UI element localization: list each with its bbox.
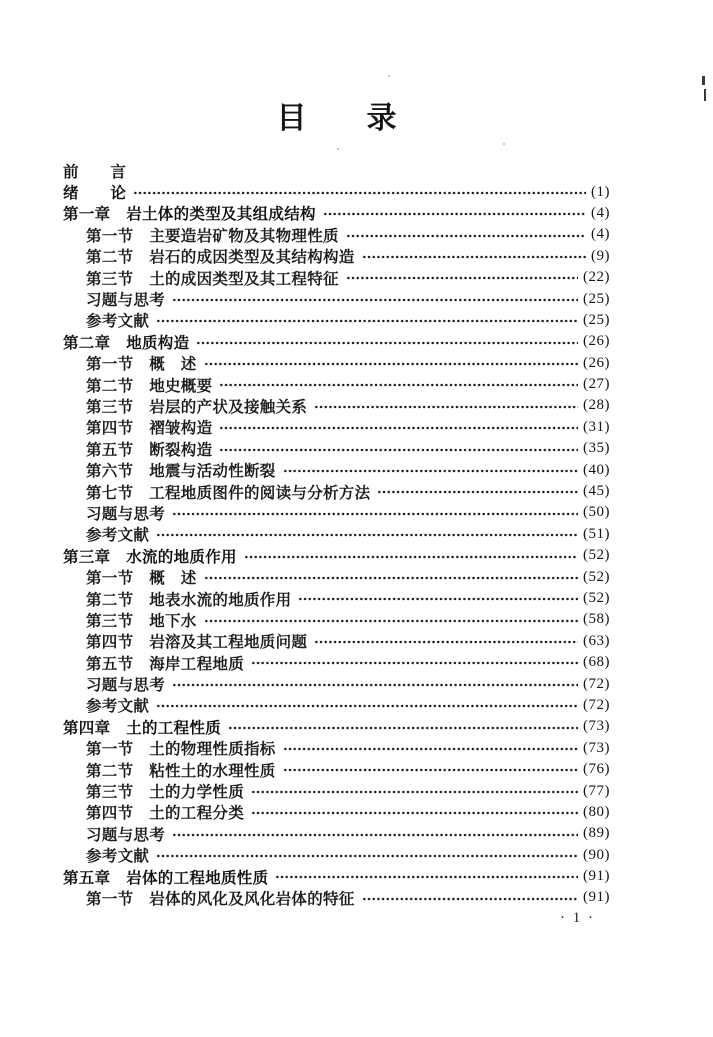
toc-entry-page: (72) xyxy=(583,675,610,692)
dotted-leader xyxy=(228,716,578,737)
dotted-leader xyxy=(314,631,578,652)
toc-entry xyxy=(63,417,610,438)
toc-entry-page: (77) xyxy=(583,782,610,799)
toc-entry xyxy=(63,823,610,844)
toc-entry-page: (22) xyxy=(583,269,610,286)
toc-entry xyxy=(63,802,610,823)
dotted-leader xyxy=(251,780,578,801)
scan-artifact-mark xyxy=(704,89,706,101)
toc-entry xyxy=(63,438,610,459)
toc-entry-page: (90) xyxy=(583,846,610,863)
toc-entry xyxy=(63,374,610,395)
toc-entry-page: (9) xyxy=(591,247,610,264)
dotted-leader xyxy=(156,310,578,331)
toc-entry xyxy=(63,609,610,630)
toc-entry-label: 第四章 土的工程性质 xyxy=(63,719,222,737)
dotted-leader xyxy=(219,417,578,438)
toc-entry xyxy=(63,524,610,545)
toc-entry-page: (1) xyxy=(591,183,610,200)
toc-entry-label: 第一节 土的物理性质指标 xyxy=(86,741,276,759)
toc-entry xyxy=(63,288,610,309)
dotted-leader xyxy=(133,160,605,181)
toc-entry-label: 参考文献 xyxy=(86,848,150,866)
toc-entry-label: 习题与思考 xyxy=(86,826,166,844)
toc-entry-page: (31) xyxy=(583,418,610,435)
toc-entry-page: (52) xyxy=(583,568,610,585)
dotted-leader xyxy=(172,823,578,844)
toc-entry-page: (25) xyxy=(583,311,610,328)
footer-page-number: · 1 · xyxy=(560,909,595,926)
toc-entry-page: (91) xyxy=(583,868,610,885)
dotted-leader xyxy=(172,288,578,309)
toc-entry-label: 第二章 地质构造 xyxy=(63,334,190,352)
toc-entry-label: 第六节 地震与活动性断裂 xyxy=(86,463,276,481)
toc-entry xyxy=(63,353,610,374)
toc-entry-label: 习题与思考 xyxy=(86,505,166,523)
dotted-leader xyxy=(362,246,586,267)
toc-entry-label: 习题与思考 xyxy=(86,677,166,695)
toc-entry xyxy=(63,738,610,759)
toc-entry-page: (52) xyxy=(583,547,610,564)
toc-entry-label: 第五节 断裂构造 xyxy=(86,441,213,459)
toc-entry-label: 第二节 地史概要 xyxy=(86,377,213,395)
dotted-leader xyxy=(204,566,578,587)
dotted-leader xyxy=(156,524,578,545)
toc-entry xyxy=(63,267,610,288)
toc-entry-label: 参考文献 xyxy=(86,313,150,331)
toc-entry xyxy=(63,866,610,887)
scan-artifact-mark xyxy=(702,76,705,85)
toc-entry-label: 第一节 岩体的风化及风化岩体的特征 xyxy=(86,890,355,908)
toc-entry-label: 绪 论 xyxy=(63,185,127,203)
toc-entry-label: 第七节 工程地质图件的阅读与分析方法 xyxy=(86,484,371,502)
dotted-leader xyxy=(346,267,578,288)
toc-entry xyxy=(63,331,610,352)
dotted-leader xyxy=(251,652,578,673)
toc-entry-label: 前 言 xyxy=(63,163,127,181)
toc-entry-page: (28) xyxy=(583,397,610,414)
toc-entry xyxy=(63,588,610,609)
toc-entry-page: (26) xyxy=(583,333,610,350)
dotted-leader xyxy=(362,887,578,908)
toc-entry-label: 第一章 岩土体的类型及其组成结构 xyxy=(63,206,316,224)
toc-entry-page: (76) xyxy=(583,761,610,778)
toc-entry-label: 第一节 概 述 xyxy=(86,356,197,374)
toc-entry xyxy=(63,395,610,416)
toc-entry-page: (4) xyxy=(591,204,610,221)
toc-entry xyxy=(63,224,610,245)
toc-entry-label: 参考文献 xyxy=(86,527,150,545)
dotted-leader xyxy=(156,845,578,866)
scan-speck xyxy=(503,143,505,145)
dotted-leader xyxy=(283,738,578,759)
toc-entry-page: (51) xyxy=(583,525,610,542)
toc-entry-page: (91) xyxy=(583,889,610,906)
toc-entry-label: 习题与思考 xyxy=(86,292,166,310)
dotted-leader xyxy=(196,331,578,352)
toc-entry xyxy=(63,759,610,780)
toc-entry xyxy=(63,652,610,673)
toc-entry-page: (68) xyxy=(583,654,610,671)
toc-entry-page: (40) xyxy=(583,461,610,478)
toc-entry xyxy=(63,631,610,652)
toc-entry xyxy=(63,887,610,908)
toc-entry-label: 第四节 褶皱构造 xyxy=(86,420,213,438)
toc-entry-page: (4) xyxy=(591,226,610,243)
toc-entry-label: 第二节 地表水流的地质作用 xyxy=(86,591,292,609)
toc-entry-label: 第五节 海岸工程地质 xyxy=(86,655,245,673)
toc-entry-page: (52) xyxy=(583,590,610,606)
toc-entry xyxy=(63,502,610,523)
dotted-leader xyxy=(219,438,578,459)
dotted-leader xyxy=(204,353,578,374)
toc-entry xyxy=(63,566,610,587)
toc-entry xyxy=(63,481,610,502)
toc-entry xyxy=(63,160,610,181)
dotted-leader xyxy=(275,866,578,887)
dotted-leader xyxy=(219,374,578,395)
toc-entry xyxy=(63,716,610,737)
dotted-leader xyxy=(377,481,578,502)
toc-entry-page: (58) xyxy=(583,611,610,628)
toc-entry-label: 第三节 地下水 xyxy=(86,612,197,630)
dotted-leader xyxy=(298,588,578,609)
dotted-leader xyxy=(283,459,578,480)
toc-entry-label: 第五章 岩体的工程地质性质 xyxy=(63,869,269,887)
dotted-leader xyxy=(204,609,578,630)
toc-entry-page: (50) xyxy=(583,504,610,521)
dotted-leader xyxy=(346,224,586,245)
toc-entry xyxy=(63,246,610,267)
toc-entry-label: 第三章 水流的地质作用 xyxy=(63,548,237,566)
toc-entry-label: 第三节 岩层的产状及接触关系 xyxy=(86,399,308,416)
toc-entry-page: (63) xyxy=(583,632,610,649)
toc-entry-page: (25) xyxy=(583,290,610,307)
toc-entry xyxy=(63,780,610,801)
page-title: 目 录 xyxy=(276,102,397,135)
toc-entry-label: 参考文献 xyxy=(86,698,150,716)
toc-entry xyxy=(63,545,610,566)
dotted-leader xyxy=(314,395,578,416)
scan-speck xyxy=(337,148,339,150)
dotted-leader xyxy=(133,181,586,202)
toc-entry xyxy=(63,181,610,202)
dotted-leader xyxy=(283,759,578,780)
toc-entry-label: 第四节 岩溶及其工程地质问题 xyxy=(86,634,308,652)
dotted-leader xyxy=(323,203,586,224)
toc-entry-page: (80) xyxy=(583,803,610,820)
toc-entry xyxy=(63,459,610,480)
toc-entry xyxy=(63,310,610,331)
toc-entry-page: (35) xyxy=(583,440,610,457)
dotted-leader xyxy=(172,673,578,694)
toc-entry xyxy=(63,695,610,716)
scan-speck xyxy=(388,75,390,77)
dotted-leader xyxy=(172,502,578,523)
toc-entry-page: (27) xyxy=(583,376,610,393)
dotted-leader xyxy=(251,802,578,823)
dotted-leader xyxy=(156,695,578,716)
toc-entry-label: 第二节 粘性土的水理性质 xyxy=(86,762,276,780)
toc-entry-page: (45) xyxy=(583,483,610,500)
toc-entry-page: (72) xyxy=(583,696,610,713)
toc-entry-page: (26) xyxy=(583,354,610,371)
toc-entry xyxy=(63,845,610,866)
dotted-leader xyxy=(244,545,578,566)
toc-list xyxy=(0,160,713,909)
toc-entry xyxy=(63,673,610,694)
toc-entry-label: 第三节 土的力学性质 xyxy=(86,784,245,802)
toc-entry-page: (73) xyxy=(583,739,610,756)
toc-entry-page: (73) xyxy=(583,718,610,735)
toc-entry-label: 第一节 主要造岩矿物及其物理性质 xyxy=(86,227,339,245)
toc-entry-label: 第一节 概 述 xyxy=(86,570,197,588)
toc-entry-label: 第三节 土的成因类型及其工程特征 xyxy=(86,270,339,288)
toc-entry-label: 第四节 土的工程分类 xyxy=(86,805,245,823)
toc-entry-label: 第二节 岩石的成因类型及其结构构造 xyxy=(86,249,355,267)
toc-entry xyxy=(63,203,610,224)
toc-entry-page: (89) xyxy=(583,825,610,842)
